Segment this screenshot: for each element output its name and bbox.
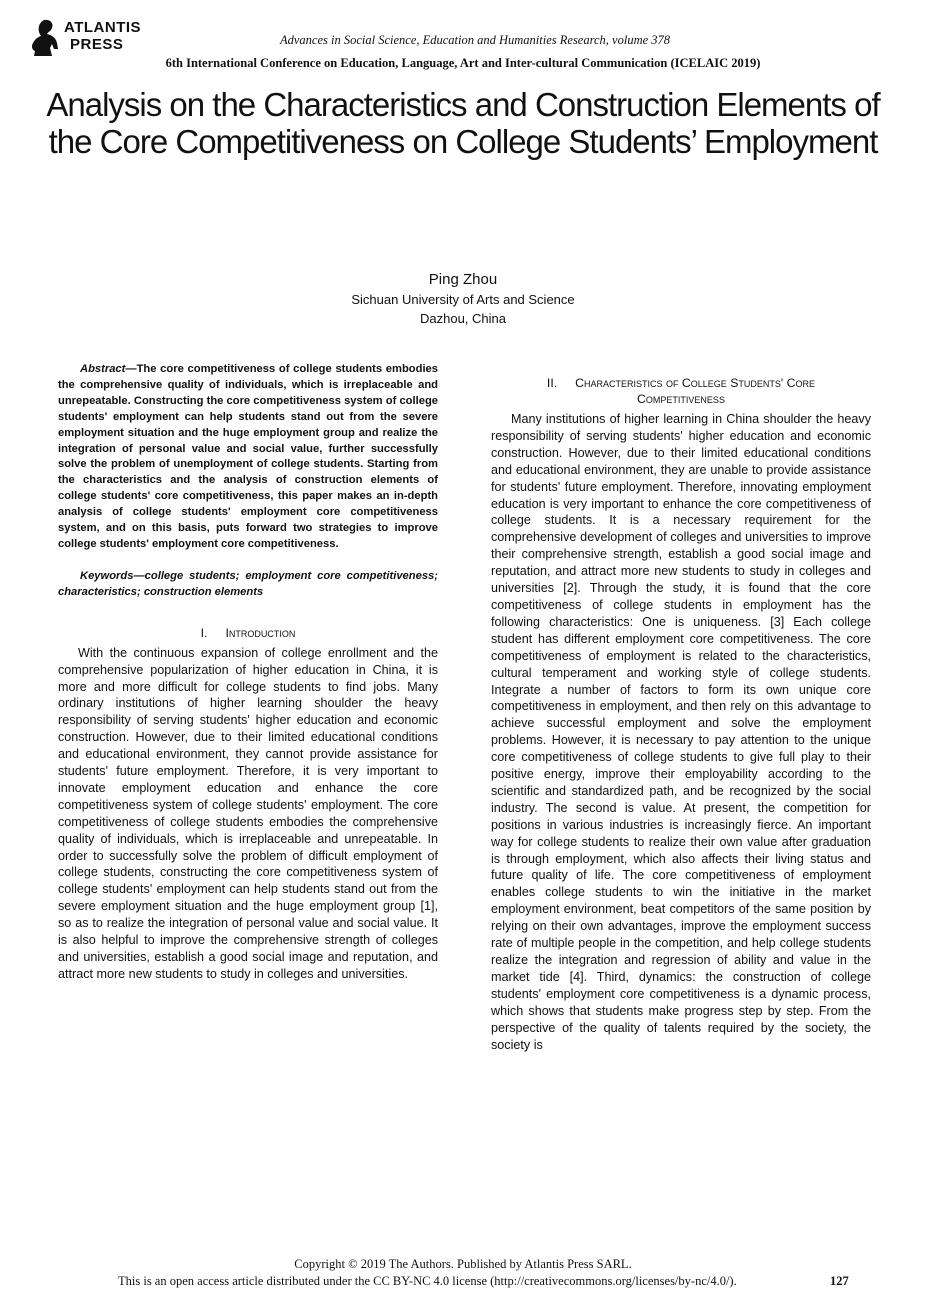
keywords-label: Keywords [80, 569, 134, 582]
abstract-dash: — [125, 363, 137, 375]
author-block [263, 270, 663, 328]
affiliation-line-2: Dazhou, China [420, 311, 506, 326]
section-number: II. [546, 376, 558, 390]
section-heading-characteristics [491, 375, 871, 407]
abstract-label: Abstract [80, 363, 126, 375]
abstract-text: The core competitiveness of college students embodies the comprehensive quality of individuals, which is irreplaceable and unrepeatable. Constructing the core competitiveness system of college students' employment can help students stand out from the severe employment situation and the huge employment group and realize the integration of personal value and social value, further successfully solve the problem of unemployment of college students. Starting from the characteristics and the analysis of construction elements of college students' core competitiveness, this paper makes an in-depth analysis of college students' employment core competitiveness system, and on this basis, puts forward two strategies to improve college students' employment core competitiveness. [58, 363, 438, 550]
section-title-line-1: Characteristics of College Students' Core [575, 376, 816, 390]
publisher-logo [30, 16, 150, 60]
abstract [58, 362, 438, 553]
affiliation-line-1: Sichuan University of Arts and Science [351, 292, 575, 307]
section-heading-line-1 [491, 375, 871, 391]
logo-word-1: ATLANTIS [64, 19, 142, 36]
footer [0, 1256, 926, 1290]
journal-line: Advances in Social Science, Education and Humanities Research, volume 378 [279, 33, 671, 47]
characteristics-paragraph: Many institutions of higher learning in China shoulder the heavy responsibility of serving students' higher education and economic construction. However, due to their limited educational conditions and educational environment, they are unable to provide assistance for students' future employment. Therefore, innovating employment education is very important to enhance the core competitiveness of college students. It is a necessary requirement for the comprehensive development of colleges and universities to improve their comprehensive strength, establish a good social image and reputation, and attract more new students to study in colleges and universities [2]. Through the study, it is found that the core competitiveness of college students in employment has the following characteristics: One is uniqueness. [3] Each college student has different employment core competitiveness. The core competitiveness of employment is related to the characteristics, cultural temperament and working style of college students. Integrate a number of factors to form its own unique core competitiveness in employment, and then rely on this advantage to achieve successful employment and solve the employment problems. However, it is necessary to pay attention to the unique core competitiveness of college students to give full play to their positive energy, improve their employability according to the scientific and standardized path, and be recognized by the social industry. The second is value. At present, the competition for positions in various industries is increasingly fierce. An important way for college students to realize their own value after graduation is through employment, which also affects their living status and future quality of life. The core competitiveness of employment enables college students to win the initiative in the market employment environment, beat competitors of the same position by relying on their own advantages, improve the employment success rate of multiple people in the competition, and help college students realize the integration and regression of ability and value in the market tide [4]. Third, dynamics: the construction of college students' employment core competitiveness is a dynamic process, which shows that students make progress step by step. From the perspective of the quality of talents required by the society, the society is [491, 412, 871, 1052]
logo-word-2: PRESS [70, 36, 124, 53]
thinker-logo-icon [30, 18, 62, 58]
left-column [58, 362, 438, 983]
section-number: I. [200, 625, 208, 640]
paper-title: Analysis on the Characteristics and Construction Elements of the Core Competitiveness on College Students’ Employment [46, 86, 880, 160]
license-line: This is an open access article distributed under the CC BY-NC 4.0 license (http://creativecommons.org/licenses/by-nc/4.0/). [118, 1274, 737, 1288]
author-name: Ping Zhou [428, 271, 498, 288]
keywords-dash: — [133, 569, 145, 582]
page-number: 127 [830, 1274, 849, 1288]
keywords [58, 569, 438, 601]
copyright-line: Copyright © 2019 The Authors. Published by Atlantis Press SARL. [294, 1257, 632, 1271]
keywords-text: college students; employment core competitiveness; characteristics; construction elements [58, 569, 438, 598]
right-column [491, 375, 871, 1053]
section-heading-introduction [58, 625, 438, 641]
section-title: Introduction [225, 625, 296, 640]
section-title-line-2: Competitiveness [637, 392, 725, 406]
conference-line: 6th International Conference on Education, Language, Art and Inter-cultural Communication (ICELAIC 2019) [165, 56, 761, 70]
introduction-paragraph: With the continuous expansion of college enrollment and the comprehensive popularization of higher education in China, it is more and more difficult for college students to find jobs. Many ordinary institutions of higher learning shoulder the heavy responsibility of serving students' higher education and economic construction. However, due to their limited educational conditions and educational environment, they cannot provide assistance for students' future employment. Therefore, it is very important to innovate employment education and enhance the core competitiveness system of college students' employment. The core competitiveness of college students embodies the comprehensive quality of individuals, which is irreplaceable and unrepeatable. In order to successfully solve the problem of difficult employment of college students, constructing the core competitiveness system of college students' employment can help students stand out from the severe employment situation and the huge employment group [1], so as to realize the integration of personal value and social value. It is also helpful to improve the comprehensive strength of colleges and universities, establish a good social image and reputation, and attract more new students to study in colleges and universities. [58, 645, 438, 981]
